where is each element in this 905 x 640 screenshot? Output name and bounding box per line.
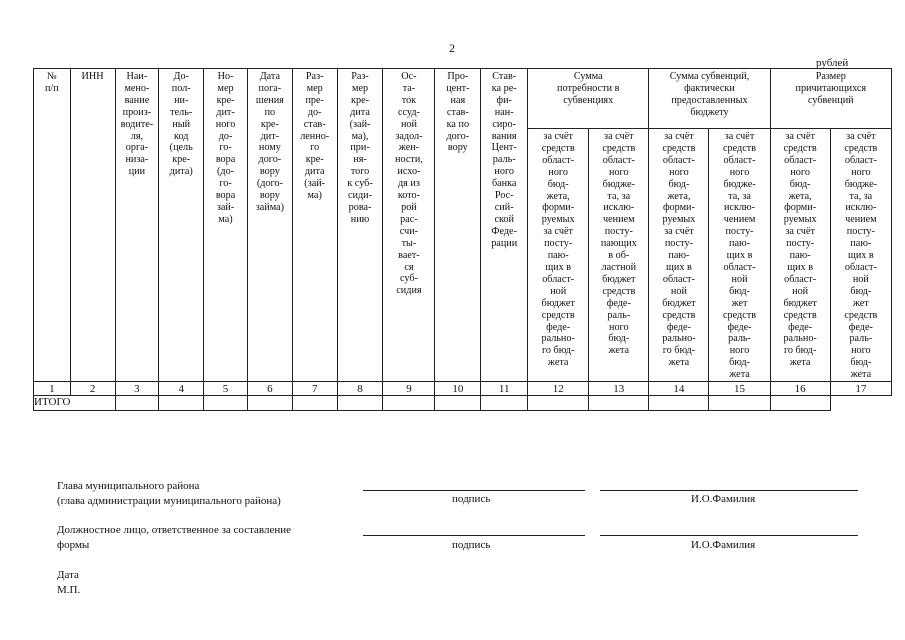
col-number: 16: [770, 382, 830, 396]
total-cell: [159, 396, 204, 411]
group-header: Размер причитающихся субвенций: [770, 69, 891, 129]
col-number: 2: [70, 382, 115, 396]
col-number: 10: [435, 382, 481, 396]
col-number: 6: [247, 382, 292, 396]
sub-header: за счёт средств област- ного бюд- жета, форми- руемых за счёт посту- паю- щих в област- ной бюджет средств феде- рально- го бюд- жета: [649, 129, 709, 382]
total-cell: [383, 396, 435, 411]
col-header: Ос- та- ток ссуд- ной задол- жен- ности, исхо- дя из кото- рой рас- счи- ты- вает- ся суб- сидия: [383, 69, 435, 382]
sub-header: за счёт средств област- ного бюд- жета, форми- руемых за счёт посту- паю- щих в област- ной бюджет средств феде- рально- го бюд- жета: [770, 129, 830, 382]
col-number: 14: [649, 382, 709, 396]
col-number: 11: [481, 382, 528, 396]
signature-line: [363, 535, 585, 536]
total-cell: [204, 396, 248, 411]
total-label: ИТОГО: [34, 396, 116, 411]
official-signatory-label: [57, 523, 291, 553]
col-number: 4: [159, 382, 204, 396]
col-header: Дата пога- шения по кре- дит- ному дого- вору (дого- вору займа): [247, 69, 292, 382]
sub-header: за счёт средств област- ного бюдже- та, за исклю- чением посту- пающих в об- ластной бюджет средств феде- раль- ного бюд- жета: [589, 129, 649, 382]
official-label-line2: формы: [57, 539, 90, 551]
total-cell: [770, 396, 830, 411]
sub-header: за счёт средств област- ного бюд- жета, форми- руемых за счёт посту- паю- щих в област- ной бюджет средств феде- рально- го бюд- жета: [528, 129, 589, 382]
signature-caption: подпись: [452, 493, 491, 505]
col-header: Раз- мер пре- до- став- ленно- го кре- дита (зай- ма): [292, 69, 337, 382]
head-label-line1: Глава муниципального района: [57, 480, 200, 492]
col-header: Но- мер кре- дит- ного до- го- вора (до- го- вора зай- ма): [204, 69, 248, 382]
signature-caption: подпись: [452, 539, 491, 551]
sub-header: за счёт средств област- ного бюдже- та, за исклю- чением посту- паю- щих в област- ной бюд- жет средств феде- раль- ного бюд- жета: [709, 129, 770, 382]
head-label-line2: (глава администрации муниципального района): [57, 495, 281, 507]
col-number: 15: [709, 382, 770, 396]
date-stamp-block: [57, 568, 80, 598]
total-cell: [528, 396, 589, 411]
date-label: Дата: [57, 569, 79, 581]
total-cell: [247, 396, 292, 411]
column-number-row: [34, 382, 892, 396]
total-cell: [435, 396, 481, 411]
subsidy-table: [33, 68, 892, 411]
col-number: 5: [204, 382, 248, 396]
col-number: 3: [115, 382, 159, 396]
unit-label: рублей: [816, 57, 849, 69]
total-cell: [292, 396, 337, 411]
total-cell: [589, 396, 649, 411]
page-number: 2: [449, 41, 455, 55]
name-caption: И.О.Фамилия: [691, 539, 756, 551]
total-cell: [481, 396, 528, 411]
total-cell: [709, 396, 770, 411]
group-header: Сумма потребности в субвенциях: [528, 69, 649, 129]
head-signatory-label: [57, 479, 281, 509]
col-header: Став- ка ре- фи- нан- сиро- вания Цент- раль- ного банка Рос- сий- ской Феде- рации: [481, 69, 528, 382]
total-cell: [115, 396, 159, 411]
group-header: Сумма субвенций, фактически предоставленных бюджету: [649, 69, 770, 129]
official-label-line1: Должностное лицо, ответственное за составление: [57, 524, 291, 536]
col-number: 8: [337, 382, 383, 396]
sub-header: за счёт средств област- ного бюдже- та, за исклю- чением посту- паю- щих в област- ной бюд- жет средств феде- раль- ного бюд- жета: [830, 129, 891, 382]
col-number: 9: [383, 382, 435, 396]
total-cell: [337, 396, 383, 411]
name-line: [600, 535, 858, 536]
col-number: 17: [830, 382, 891, 396]
total-cell: [649, 396, 709, 411]
col-header: Про- цент- ная став- ка по дого- вору: [435, 69, 481, 382]
col-number: 1: [34, 382, 71, 396]
col-number: 13: [589, 382, 649, 396]
name-line: [600, 490, 858, 491]
col-header: До- пол- ни- тель- ный код (цель кре- дита): [159, 69, 204, 382]
signature-line: [363, 490, 585, 491]
col-header: № п/п: [34, 69, 71, 382]
col-header: Раз- мер кре- дита (зай- ма), при- ня- того к суб- сиди- рова- нию: [337, 69, 383, 382]
total-row: [34, 396, 892, 411]
col-header: Наи- мено- вание произ- водите- ля, орга- низа- ции: [115, 69, 159, 382]
name-caption: И.О.Фамилия: [691, 493, 756, 505]
col-number: 7: [292, 382, 337, 396]
col-number: 12: [528, 382, 589, 396]
stamp-label: М.П.: [57, 584, 81, 596]
col-header: ИНН: [70, 69, 115, 382]
